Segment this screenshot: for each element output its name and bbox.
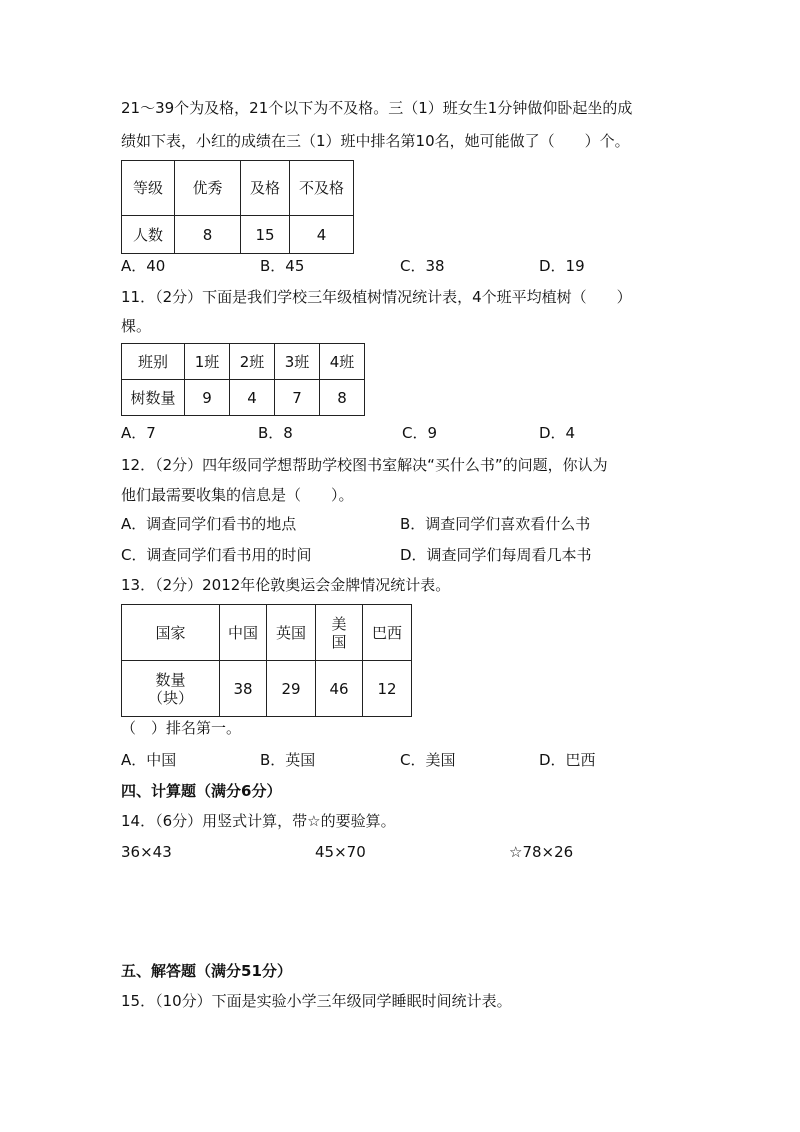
q11-option-d[interactable]: D．4 <box>539 424 576 442</box>
q13-option-a[interactable]: A．中国 <box>121 751 177 769</box>
table-cell: 29 <box>267 661 316 717</box>
table-cell: 优秀 <box>175 161 241 216</box>
q13-medal-table <box>121 604 412 717</box>
q11-option-a[interactable]: A．7 <box>121 424 156 442</box>
q14-item-3: ☆78×26 <box>509 843 574 861</box>
q12-text-line-1: 12．（2分）四年级同学想帮助学校图书室解决“买什么书”的问题，你认为 <box>121 456 608 474</box>
q10-text-line-2: 绩如下表，小红的成绩在三（1）班中排名第10名，她可能做了（ ）个。 <box>121 132 630 150</box>
table-cell: 巴西 <box>363 605 412 661</box>
q10-option-a[interactable]: A．40 <box>121 257 166 275</box>
q10-option-c[interactable]: C．38 <box>400 257 445 275</box>
q10-grade-table <box>121 160 354 254</box>
table-cell: 7 <box>275 380 320 416</box>
table-cell: 46 <box>316 661 363 717</box>
q11-option-b[interactable]: B．8 <box>258 424 293 442</box>
q12-text-line-2: 他们最需要收集的信息是（ ）。 <box>121 486 354 504</box>
table-cell: 38 <box>220 661 267 717</box>
q13-text-line-1: 13．（2分）2012年伦敦奥运会金牌情况统计表。 <box>121 576 451 594</box>
q12-option-d[interactable]: D．调查同学们每周看几本书 <box>400 546 592 564</box>
table-cell: 美国 <box>316 605 363 661</box>
table-cell: 12 <box>363 661 412 717</box>
table-cell: 4班 <box>320 344 365 380</box>
q10-option-d[interactable]: D．19 <box>539 257 585 275</box>
q12-option-a[interactable]: A．调查同学们看书的地点 <box>121 515 297 533</box>
table-cell: 国家 <box>122 605 220 661</box>
q13-prompt: （ ）排名第一。 <box>121 719 242 737</box>
table-cell: 数量（块） <box>122 661 220 717</box>
q10-option-b[interactable]: B．45 <box>260 257 305 275</box>
q11-text-line-2: 棵。 <box>121 317 152 335</box>
table-cell: 不及格 <box>290 161 354 216</box>
q13-option-b[interactable]: B．英国 <box>260 751 316 769</box>
q15-text-line-1: 15．（10分）下面是实验小学三年级同学睡眠时间统计表。 <box>121 992 512 1010</box>
q14-text-line-1: 14．（6分）用竖式计算，带☆的要验算。 <box>121 812 396 830</box>
table-cell: 8 <box>175 216 241 254</box>
q11-text-line-1: 11．（2分）下面是我们学校三年级植树情况统计表，4个班平均植树（ ） <box>121 288 632 306</box>
q13-option-d[interactable]: D．巴西 <box>539 751 596 769</box>
q12-option-c[interactable]: C．调查同学们看书用的时间 <box>121 546 312 564</box>
q11-tree-table <box>121 343 365 416</box>
table-cell: 8 <box>320 380 365 416</box>
table-cell: 3班 <box>275 344 320 380</box>
section-5-heading: 五、解答题（满分51分） <box>121 962 292 980</box>
table-cell: 班别 <box>122 344 185 380</box>
q14-item-2: 45×70 <box>315 843 366 861</box>
table-cell: 及格 <box>241 161 290 216</box>
table-cell: 9 <box>185 380 230 416</box>
table-cell: 15 <box>241 216 290 254</box>
q11-option-c[interactable]: C．9 <box>402 424 438 442</box>
table-cell: 中国 <box>220 605 267 661</box>
table-cell: 等级 <box>122 161 175 216</box>
section-4-heading: 四、计算题（满分6分） <box>121 782 282 800</box>
q12-option-b[interactable]: B．调查同学们喜欢看什么书 <box>400 515 591 533</box>
q13-option-c[interactable]: C．美国 <box>400 751 456 769</box>
table-cell: 4 <box>290 216 354 254</box>
q14-item-1: 36×43 <box>121 843 172 861</box>
table-cell: 1班 <box>185 344 230 380</box>
table-cell: 4 <box>230 380 275 416</box>
table-cell: 英国 <box>267 605 316 661</box>
table-cell: 树数量 <box>122 380 185 416</box>
q10-text-line-1: 21～39个为及格，21个以下为不及格。三（1）班女生1分钟做仰卧起坐的成 <box>121 99 633 117</box>
table-cell: 2班 <box>230 344 275 380</box>
table-cell: 人数 <box>122 216 175 254</box>
